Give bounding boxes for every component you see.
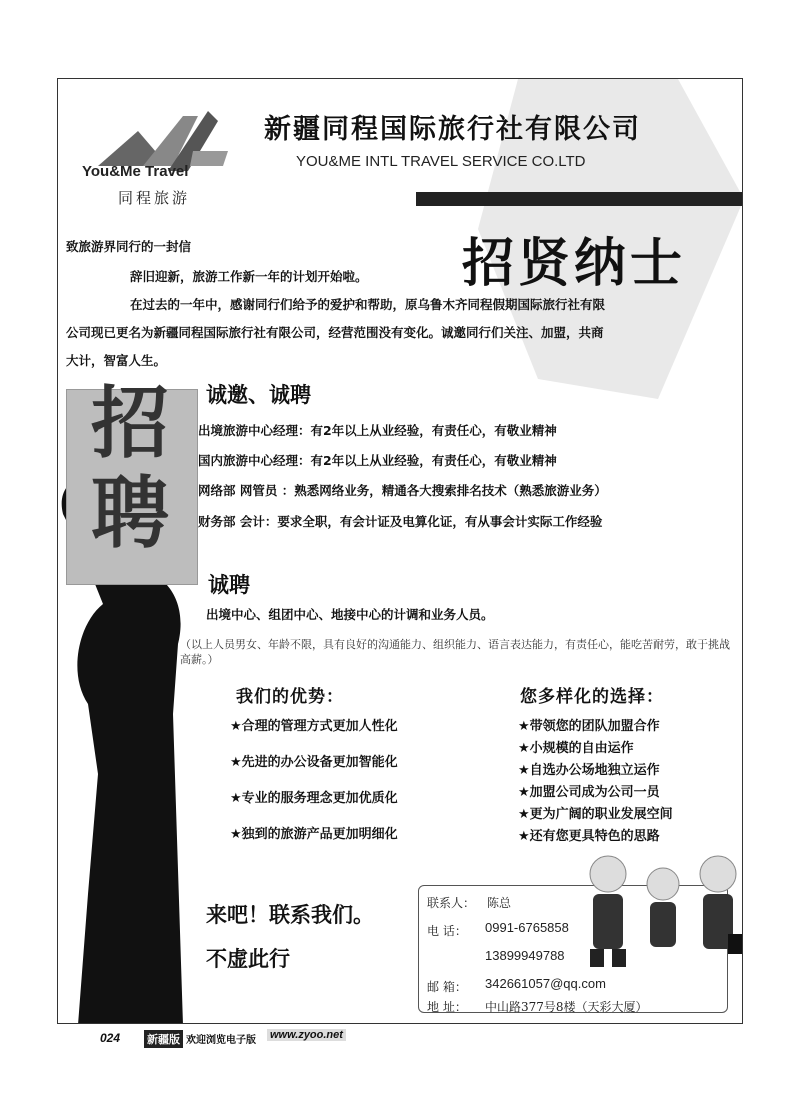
footer-text: 欢迎浏览电子版: [186, 1035, 256, 1046]
choice-item: ★带领您的团队加盟合作: [518, 719, 660, 734]
address: 中山路377号8楼（天彩大厦）: [485, 1000, 648, 1014]
logo-english: You&Me Travel: [82, 163, 189, 180]
header-bar: [416, 192, 743, 206]
advert-page: [57, 78, 743, 1024]
logo-chinese: 同程旅游: [118, 189, 191, 207]
job-item: 国内旅游中心经理：有2年以上从业经验，有责任心，有敬业精神: [198, 453, 557, 468]
call-to-action: 来吧！联系我们。: [206, 902, 374, 927]
phone-number: 0991-6765858: [485, 920, 569, 935]
contact-person-label: 联系人：: [427, 896, 476, 910]
company-name-en: YOU&ME INTL TRAVEL SERVICE CO.LTD: [296, 153, 586, 170]
advantages-heading: 我们的优势：: [236, 687, 344, 707]
contact-person: 陈总: [487, 896, 512, 910]
company-name-cn: 新疆同程国际旅行社有限公司: [264, 114, 641, 145]
email-label: 邮 箱：: [427, 980, 467, 994]
recruit-sign-text: 招聘: [90, 378, 169, 559]
job-item: 财务部 会计：要求全职，有会计证及电算化证，有从事会计实际工作经验: [198, 514, 603, 529]
choice-item: ★自选办公场地独立运作: [518, 763, 660, 778]
address-label: 地 址：: [427, 1000, 467, 1014]
letter-line-2: 在过去的一年中，感谢同行们给予的爱护和帮助，原乌鲁木齐同程假期国际旅行社有限: [130, 297, 606, 312]
call-to-action-sub: 不虚此行: [206, 946, 290, 971]
choice-item: ★更为广阔的职业发展空间: [518, 807, 673, 822]
business-people-figures: [578, 849, 743, 969]
invite-heading: 诚邀、诚聘: [206, 382, 311, 407]
letter-line-4: 大计，智富人生。: [66, 353, 167, 368]
choices-heading: 您多样化的选择：: [520, 687, 664, 707]
advantage-item: ★专业的服务理念更加优质化: [230, 791, 398, 806]
job-item: 出境旅游中心经理：有2年以上从业经验，有责任心，有敬业精神: [198, 423, 557, 438]
choice-item: ★加盟公司成为公司一员: [518, 785, 660, 800]
advantage-item: ★合理的管理方式更加人性化: [230, 719, 398, 734]
edition-badge: 新疆版: [144, 1030, 183, 1048]
email-address: 342661057@qq.com: [485, 976, 606, 991]
hiring-heading: 诚聘: [208, 572, 250, 597]
footer-url[interactable]: www.zyoo.net: [267, 1029, 346, 1041]
phone-label: 电 话：: [427, 924, 467, 938]
advantage-item: ★先进的办公设备更加智能化: [230, 755, 398, 770]
job-item: 网络部 网管员 ：熟悉网络业务，精通各大搜索排名技术（熟悉旅游业务）: [198, 483, 607, 498]
choice-item: ★小规模的自由运作: [518, 741, 634, 756]
hiring-line: 出境中心、组团中心、地接中心的计调和业务人员。: [206, 607, 494, 622]
advantage-item: ★独到的旅游产品更加明细化: [230, 827, 398, 842]
mobile-number: 13899949788: [485, 948, 565, 963]
letter-salutation: 致旅游界同行的一封信: [66, 239, 192, 254]
choice-item: ★还有您更具特色的思路: [518, 829, 660, 844]
page-number: 024: [100, 1031, 121, 1045]
letter-line-1: 辞旧迎新，旅游工作新一年的计划开始啦。: [130, 269, 368, 284]
letter-line-3: 公司现已更名为新疆同程国际旅行社有限公司，经营范围没有变化。诚邀同行们关注、加盟，共商: [66, 325, 604, 340]
headline: 招贤纳士: [462, 233, 687, 294]
hiring-note: （以上人员男女、年龄不限，具有良好的沟通能力、组织能力、语言表达能力，有责任心，能吃苦耐劳，敢于挑战高薪。）: [180, 638, 730, 666]
